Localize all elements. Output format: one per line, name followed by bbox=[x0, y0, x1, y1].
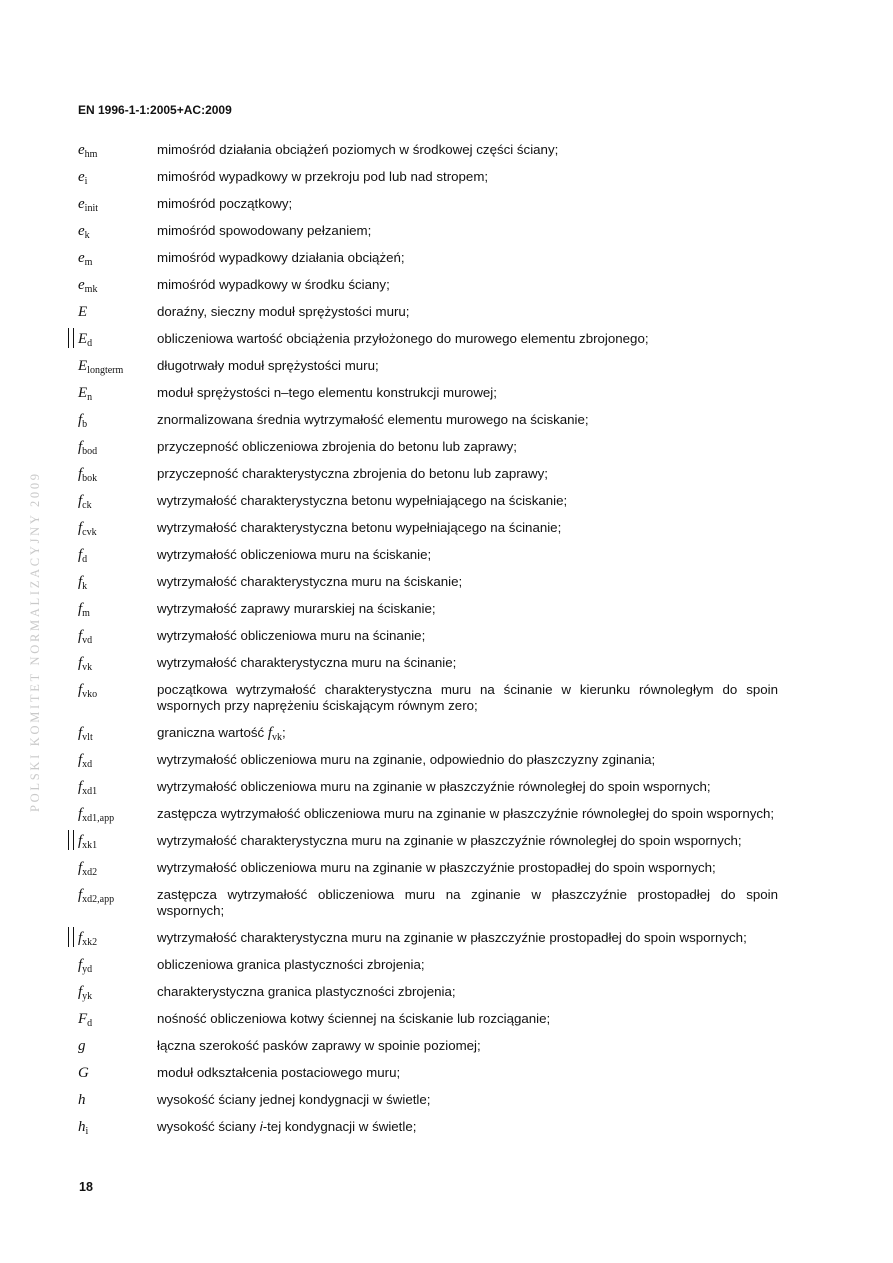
symbol-description: przyczepność obliczeniowa zbrojenia do betonu lub zaprawy; bbox=[157, 439, 517, 454]
symbol-entry bbox=[78, 547, 778, 563]
symbol-description: charakterystyczna granica plastyczności zbrojenia; bbox=[157, 984, 456, 999]
symbol-entry bbox=[78, 682, 778, 714]
symbol-entry bbox=[78, 223, 778, 239]
symbol-entry bbox=[78, 752, 778, 768]
description-italic: i bbox=[259, 1119, 263, 1134]
symbol bbox=[78, 806, 114, 822]
symbol-entry bbox=[78, 1065, 778, 1081]
symbol-subscript: mk bbox=[84, 284, 98, 295]
change-marker bbox=[68, 830, 74, 850]
description-text: ; bbox=[282, 725, 286, 740]
symbol-subscript: d bbox=[87, 338, 93, 349]
symbol-subscript: vk bbox=[82, 662, 93, 673]
symbol bbox=[78, 833, 97, 849]
symbol bbox=[78, 1092, 86, 1108]
symbol-description bbox=[157, 1119, 778, 1135]
symbol bbox=[78, 601, 90, 617]
symbol bbox=[78, 169, 87, 185]
symbol-description: przyczepność charakterystyczna zbrojenia do betonu lub zaprawy; bbox=[157, 466, 548, 481]
symbol-entry bbox=[78, 358, 778, 374]
symbol-entry bbox=[78, 984, 778, 1000]
symbol-description: mimośród wypadkowy w środku ściany; bbox=[157, 277, 390, 292]
symbol bbox=[78, 887, 114, 903]
symbol-subscript: k bbox=[82, 581, 88, 592]
symbol bbox=[78, 1038, 86, 1054]
symbol-description: zastępcza wytrzymałość obliczeniowa muru na zginanie w płaszczyźnie prostopadłej do spoin wspornych; bbox=[157, 887, 778, 918]
symbol-entry bbox=[78, 833, 778, 849]
symbol-base: f bbox=[78, 601, 83, 617]
symbol-base: E bbox=[78, 304, 88, 320]
symbol-subscript: init bbox=[84, 203, 99, 214]
symbol bbox=[78, 304, 87, 320]
symbol-base: G bbox=[78, 1065, 89, 1081]
symbol-description: wytrzymałość obliczeniowa muru na zginanie w płaszczyźnie równoległej do spoin wspornych; bbox=[157, 779, 711, 794]
symbol-entry bbox=[78, 493, 778, 509]
symbol-subscript: yd bbox=[82, 964, 93, 975]
symbol-description: obliczeniowa wartość obciążenia przyłożonego do murowego elementu zbrojonego; bbox=[157, 331, 649, 346]
symbol-description: wytrzymałość obliczeniowa muru na ścinanie; bbox=[157, 628, 426, 643]
symbol bbox=[78, 250, 92, 266]
symbol-subscript: vd bbox=[82, 635, 93, 646]
symbol-base: f bbox=[78, 860, 83, 876]
symbol-base: f bbox=[78, 957, 83, 973]
symbol-entry bbox=[78, 142, 778, 158]
symbol-entry bbox=[78, 1011, 778, 1027]
symbol bbox=[78, 628, 92, 644]
symbol-description: wytrzymałość obliczeniowa muru na zginanie, odpowiednio do płaszczyzny zginania; bbox=[157, 752, 656, 767]
symbol-base: f bbox=[78, 412, 83, 428]
symbol-entry bbox=[78, 520, 778, 536]
symbol bbox=[78, 412, 87, 428]
symbol-base: f bbox=[78, 466, 83, 482]
symbol-description: moduł sprężystości n–tego elementu konstrukcji murowej; bbox=[157, 385, 497, 400]
symbol-base: h bbox=[78, 1092, 86, 1108]
symbol-description: wytrzymałość charakterystyczna muru na ścinanie; bbox=[157, 655, 457, 670]
symbol-description: mimośród działania obciążeń poziomych w środkowej części ściany; bbox=[157, 142, 559, 157]
symbol-base: e bbox=[78, 142, 85, 158]
symbol-entry bbox=[78, 779, 778, 795]
symbol-description: wytrzymałość charakterystyczna muru na ściskanie; bbox=[157, 574, 463, 589]
symbol bbox=[78, 779, 97, 795]
symbol-description: wytrzymałość zaprawy murarskiej na ściskanie; bbox=[157, 601, 436, 616]
symbol-entry bbox=[78, 930, 778, 946]
symbol-subscript: vko bbox=[82, 689, 98, 700]
symbol bbox=[78, 142, 97, 158]
symbol-base: f bbox=[78, 655, 83, 671]
inline-symbol-subscript: vk bbox=[272, 732, 283, 743]
symbol-list bbox=[78, 142, 778, 1135]
symbol bbox=[78, 223, 90, 239]
symbol-base: f bbox=[78, 779, 83, 795]
symbol bbox=[78, 957, 92, 973]
symbol-subscript: ck bbox=[82, 500, 92, 511]
change-marker bbox=[68, 328, 74, 348]
symbol-subscript: bok bbox=[82, 473, 98, 484]
change-marker bbox=[68, 927, 74, 947]
symbol-description: początkowa wytrzymałość charakterystyczna muru na ścinanie w kierunku równoległym do spoin wspornych przy naprężeniu ściskającym równym zero; bbox=[157, 682, 778, 713]
symbol-subscript: yk bbox=[82, 991, 93, 1002]
symbol-description: długotrwały moduł sprężystości muru; bbox=[157, 358, 379, 373]
symbol-base: e bbox=[78, 277, 85, 293]
symbol-description: mimośród spowodowany pełzaniem; bbox=[157, 223, 372, 238]
symbol-subscript: m bbox=[84, 257, 93, 268]
symbol-subscript: k bbox=[84, 230, 90, 241]
symbol-base: f bbox=[78, 984, 83, 1000]
symbol-base: g bbox=[78, 1038, 86, 1054]
symbol bbox=[78, 466, 97, 482]
symbol-entry bbox=[78, 957, 778, 973]
symbol-entry bbox=[78, 887, 778, 919]
symbol-base: E bbox=[78, 331, 88, 347]
symbol-entry bbox=[78, 277, 778, 293]
symbol-entry bbox=[78, 1038, 778, 1054]
symbol-base: f bbox=[78, 520, 83, 536]
symbol-description: wytrzymałość charakterystyczna betonu wypełniającego na ściskanie; bbox=[157, 493, 568, 508]
symbol-entry bbox=[78, 250, 778, 266]
symbol-description: mimośród wypadkowy działania obciążeń; bbox=[157, 250, 405, 265]
symbol-description: wysokość ściany jednej kondygnacji w świetle; bbox=[157, 1092, 431, 1107]
symbol-subscript: xk1 bbox=[82, 840, 98, 851]
symbol-entry bbox=[78, 725, 778, 741]
symbol-description: wytrzymałość obliczeniowa muru na ściskanie; bbox=[157, 547, 432, 562]
symbol bbox=[78, 1119, 88, 1135]
symbol-subscript: d bbox=[87, 1018, 93, 1029]
symbol-subscript: xd1,app bbox=[82, 813, 115, 824]
symbol-subscript: xd bbox=[82, 759, 93, 770]
symbol-entry bbox=[78, 466, 778, 482]
symbol-base: f bbox=[78, 439, 83, 455]
symbol-description: wytrzymałość charakterystyczna muru na zginanie w płaszczyźnie równoległej do spoin wspornych; bbox=[157, 833, 742, 848]
symbol-subscript: m bbox=[82, 608, 90, 619]
inline-symbol bbox=[268, 725, 282, 741]
symbol-subscript: xd2 bbox=[82, 867, 98, 878]
symbol-entry bbox=[78, 601, 778, 617]
symbol bbox=[78, 439, 97, 455]
standard-header: EN 1996-1-1:2005+AC:2009 bbox=[78, 103, 232, 117]
symbol-base: f bbox=[78, 806, 83, 822]
symbol-subscript: xk2 bbox=[82, 937, 98, 948]
symbol-base: e bbox=[78, 223, 85, 239]
symbol-entry bbox=[78, 860, 778, 876]
symbol-base: f bbox=[78, 493, 83, 509]
symbol bbox=[78, 1011, 92, 1027]
symbol-entry bbox=[78, 169, 778, 185]
symbol-entry bbox=[78, 331, 778, 347]
symbol bbox=[78, 655, 92, 671]
symbol-base: f bbox=[78, 930, 83, 946]
symbol bbox=[78, 682, 97, 698]
symbol-entry bbox=[78, 1092, 778, 1108]
symbol-base: f bbox=[78, 752, 83, 768]
symbol-description: nośność obliczeniowa kotwy ściennej na ściskanie lub rozciąganie; bbox=[157, 1011, 551, 1026]
symbol-subscript: vlt bbox=[82, 732, 93, 743]
symbol-subscript: d bbox=[82, 554, 88, 565]
symbol bbox=[78, 331, 92, 347]
symbol bbox=[78, 1065, 89, 1081]
symbol-base: f bbox=[78, 887, 83, 903]
symbol-entry bbox=[78, 439, 778, 455]
symbol-subscript: cvk bbox=[82, 527, 97, 538]
symbol-subscript: longterm bbox=[87, 365, 124, 376]
symbol bbox=[78, 493, 92, 509]
symbol-base: f bbox=[78, 628, 83, 644]
symbol-base: f bbox=[78, 682, 83, 698]
symbol-description: zastępcza wytrzymałość obliczeniowa muru na zginanie w płaszczyźnie równoległej do spoin wspornych; bbox=[157, 806, 775, 821]
symbol-subscript: i bbox=[85, 1126, 89, 1137]
symbol-subscript: xd1 bbox=[82, 786, 98, 797]
symbol-base: e bbox=[78, 250, 85, 266]
symbol-subscript: b bbox=[82, 419, 88, 430]
symbol bbox=[78, 547, 87, 563]
symbol bbox=[78, 277, 97, 293]
symbol-base: F bbox=[78, 1011, 88, 1027]
page-number: 18 bbox=[79, 1180, 93, 1194]
symbol-base: e bbox=[78, 169, 85, 185]
symbol-base: E bbox=[78, 385, 88, 401]
symbol-description: moduł odkształcenia postaciowego muru; bbox=[157, 1065, 401, 1080]
symbol bbox=[78, 385, 92, 401]
inline-symbol-base: f bbox=[267, 725, 273, 741]
symbol-base: e bbox=[78, 196, 85, 212]
symbol-description: wytrzymałość charakterystyczna betonu wypełniającego na ścinanie; bbox=[157, 520, 562, 535]
symbol-description: mimośród wypadkowy w przekroju pod lub nad stropem; bbox=[157, 169, 489, 184]
symbol bbox=[78, 860, 97, 876]
symbol-description bbox=[157, 725, 778, 741]
symbol-subscript: n bbox=[87, 392, 93, 403]
symbol-entry bbox=[78, 1119, 778, 1135]
watermark: POLSKI KOMITET NORMALIZACYJNY 2009 bbox=[28, 471, 42, 812]
symbol-subscript: xd2,app bbox=[82, 894, 115, 905]
symbol-base: f bbox=[78, 574, 83, 590]
symbol-entry bbox=[78, 412, 778, 428]
symbol-entry bbox=[78, 385, 778, 401]
symbol bbox=[78, 574, 87, 590]
symbol-entry bbox=[78, 655, 778, 671]
symbol-description: doraźny, sieczny moduł sprężystości muru; bbox=[157, 304, 410, 319]
symbol-description: obliczeniowa granica plastyczności zbrojenia; bbox=[157, 957, 425, 972]
symbol-entry bbox=[78, 304, 778, 320]
symbol-subscript: hm bbox=[84, 149, 98, 160]
symbol-base: f bbox=[78, 547, 83, 563]
symbol-description: łączna szerokość pasków zaprawy w spoinie poziomej; bbox=[157, 1038, 481, 1053]
symbol bbox=[78, 725, 93, 741]
symbol-description: wytrzymałość charakterystyczna muru na zginanie w płaszczyźnie prostopadłej do spoin wspornych; bbox=[157, 930, 747, 945]
symbol-base: E bbox=[78, 358, 88, 374]
symbol-subscript: i bbox=[84, 176, 88, 187]
symbol-description: mimośród początkowy; bbox=[157, 196, 293, 211]
description-text: -tej kondygnacji w świetle; bbox=[262, 1119, 417, 1134]
symbol bbox=[78, 520, 97, 536]
symbol bbox=[78, 984, 92, 1000]
symbol-entry bbox=[78, 806, 778, 822]
symbol-subscript: bod bbox=[82, 446, 98, 457]
symbol-entry bbox=[78, 574, 778, 590]
symbol bbox=[78, 752, 92, 768]
symbol-base: f bbox=[78, 725, 83, 741]
symbol-description: wytrzymałość obliczeniowa muru na zginanie w płaszczyźnie prostopadłej do spoin wspornych; bbox=[157, 860, 716, 875]
symbol-entry bbox=[78, 628, 778, 644]
symbol-description: znormalizowana średnia wytrzymałość elementu murowego na ściskanie; bbox=[157, 412, 589, 427]
description-text: graniczna wartość bbox=[157, 725, 268, 740]
symbol bbox=[78, 930, 97, 946]
symbol bbox=[78, 196, 98, 212]
symbol-entry bbox=[78, 196, 778, 212]
description-text: wysokość ściany bbox=[157, 1119, 260, 1134]
symbol-base: h bbox=[78, 1119, 86, 1135]
symbol bbox=[78, 358, 123, 374]
symbol-base: f bbox=[78, 833, 83, 849]
